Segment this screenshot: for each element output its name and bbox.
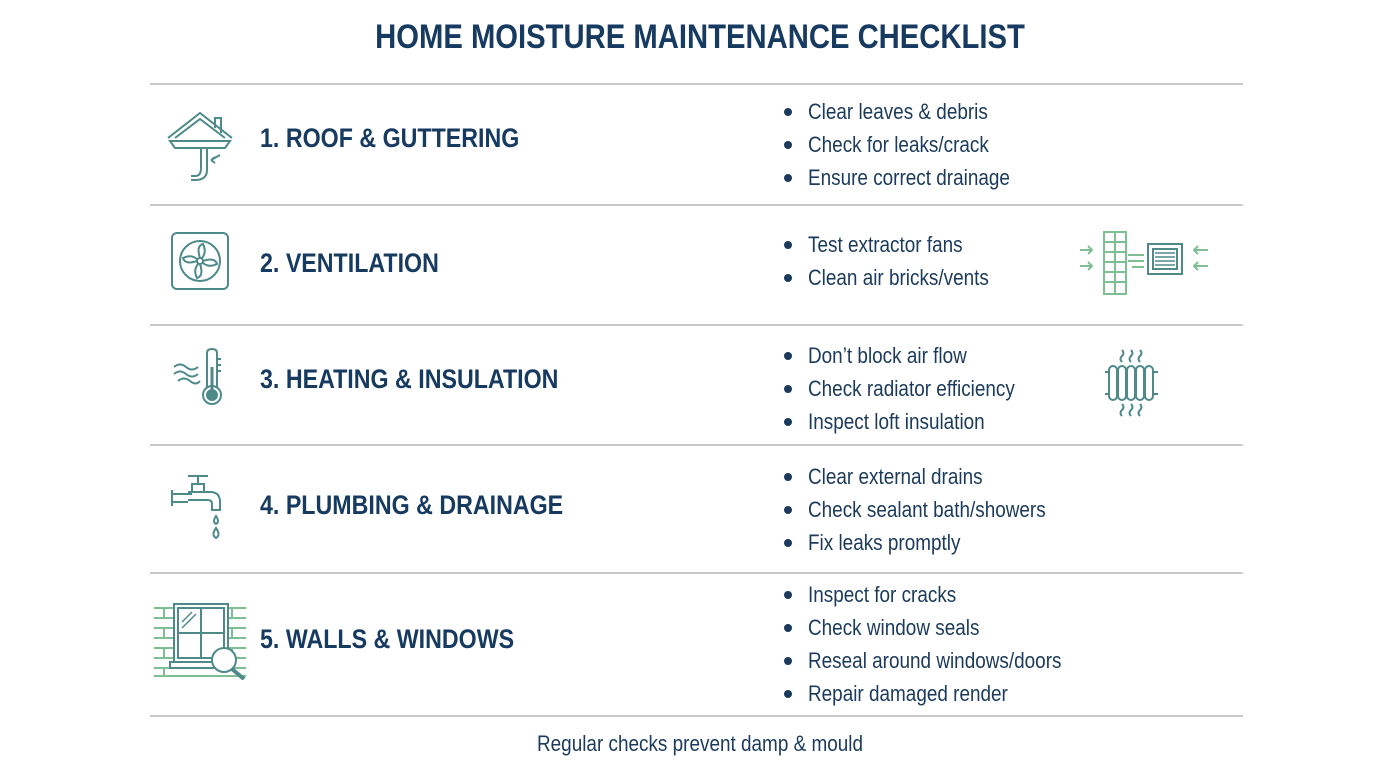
list-item: Ensure correct drainage: [782, 161, 1043, 194]
section-roof-guttering: [150, 85, 1243, 204]
list-item: Clean air bricks/vents: [782, 261, 1018, 294]
divider: [150, 715, 1243, 717]
checklist: [782, 228, 1018, 294]
checklist: [782, 460, 1084, 559]
dripping-tap-icon: [150, 468, 250, 540]
air-brick-vent-icon: [1078, 230, 1212, 301]
footer-note: Regular checks prevent damp & mould: [536, 731, 864, 756]
list-item: Repair damaged render: [782, 677, 1103, 710]
section-title: 4. PLUMBING & DRAINAGE: [260, 490, 564, 520]
list-item: Clear leaves & debris: [782, 95, 1043, 128]
thermometer-icon: [150, 346, 250, 408]
list-item: Clear external drains: [782, 460, 1084, 493]
section-title: 5. WALLS & WINDOWS: [260, 624, 515, 654]
list-item: Reseal around windows/doors: [782, 644, 1103, 677]
section-walls-windows: [150, 574, 1243, 715]
list-item: Check sealant bath/showers: [782, 493, 1084, 526]
list-item: Fix leaks promptly: [782, 526, 1084, 559]
section-title: 1. ROOF & GUTTERING: [260, 123, 520, 153]
section-ventilation: [150, 206, 1243, 324]
section-heating-insulation: [150, 326, 1243, 444]
list-item: Check for leaks/crack: [782, 128, 1043, 161]
list-item: Inspect loft insulation: [782, 405, 1049, 438]
checklist: [782, 339, 1049, 438]
list-item: Inspect for cracks: [782, 578, 1103, 611]
list-item: Check window seals: [782, 611, 1103, 644]
roof-gutter-icon: [150, 105, 250, 185]
section-title: 3. HEATING & INSULATION: [260, 364, 559, 394]
section-plumbing-drainage: [150, 446, 1243, 572]
window-inspect-icon: [150, 600, 250, 680]
list-item: Test extractor fans: [782, 228, 1018, 261]
radiator-icon: [1104, 348, 1160, 425]
list-item: Don’t block air flow: [782, 339, 1049, 372]
list-item: Check radiator efficiency: [782, 372, 1049, 405]
page-title: HOME MOISTURE MAINTENANCE CHECKLIST: [375, 18, 1025, 56]
extractor-fan-icon: [150, 230, 250, 292]
section-title: 2. VENTILATION: [260, 248, 439, 278]
checklist: [782, 95, 1043, 194]
checklist: [782, 578, 1103, 710]
